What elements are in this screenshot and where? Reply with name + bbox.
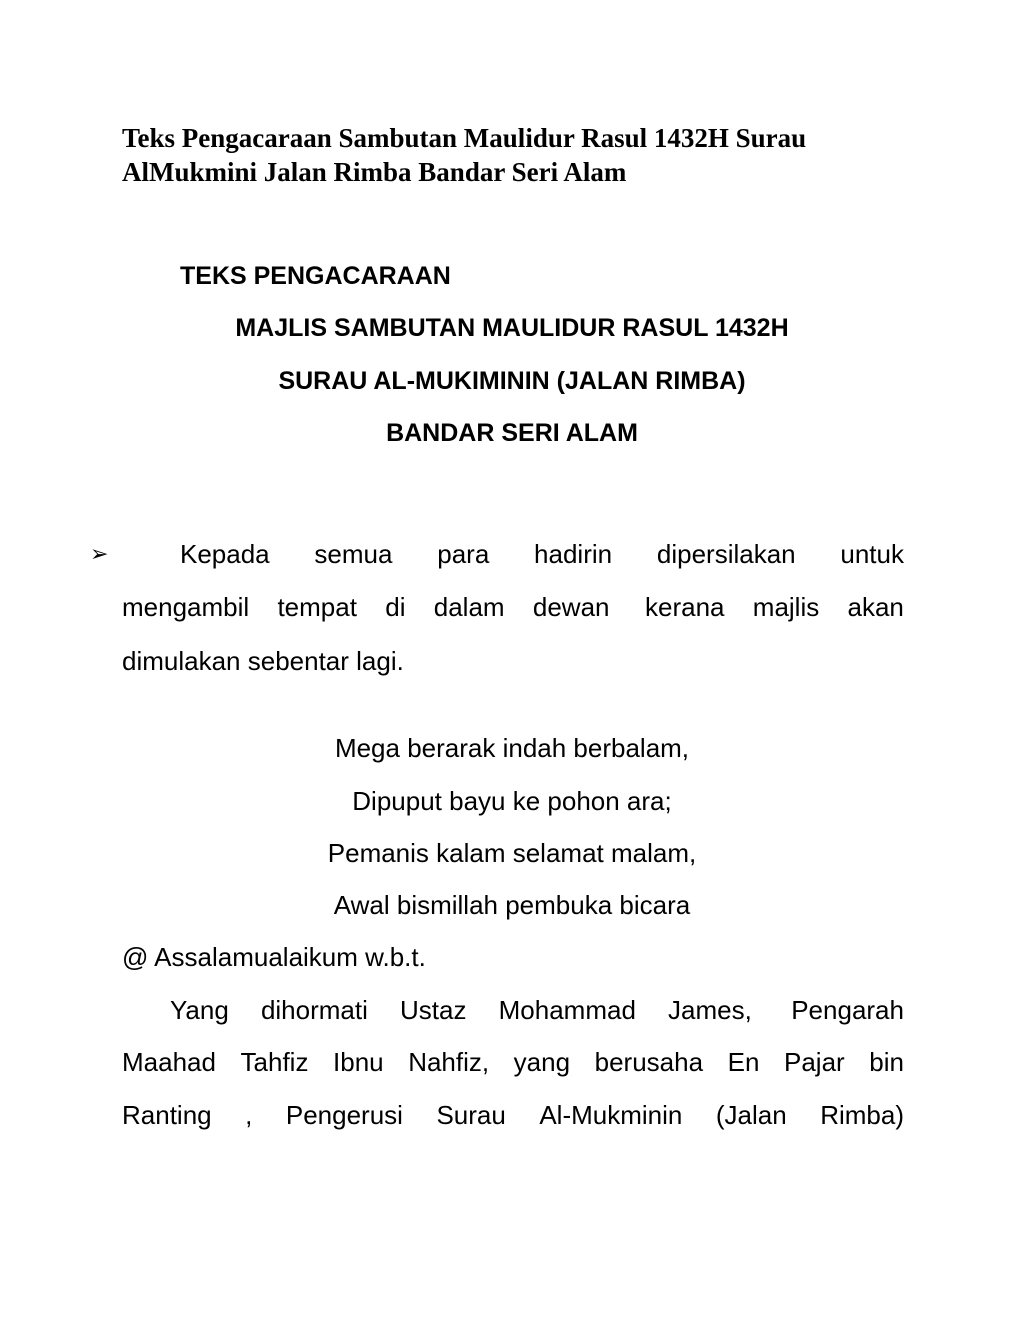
word: Ibnu bbox=[333, 1047, 384, 1077]
word: Mohammad bbox=[498, 995, 636, 1025]
document-title-line-2: AlMukmini Jalan Rimba Bandar Seri Alam bbox=[122, 157, 627, 187]
word: Maahad bbox=[122, 1047, 216, 1077]
word: dalam bbox=[433, 592, 505, 622]
word: dewan bbox=[532, 592, 617, 622]
word: Ranting bbox=[122, 1100, 212, 1130]
arrowhead-bullet-icon: ➢ bbox=[90, 542, 109, 567]
word: akan bbox=[847, 592, 904, 622]
word: Surau bbox=[436, 1100, 506, 1130]
justified-word-row bbox=[170, 995, 904, 1025]
paragraph-2-line-2 bbox=[122, 1047, 904, 1077]
pantun-line-1: Mega berarak indah berbalam, bbox=[334, 733, 690, 763]
justified-word-row bbox=[122, 592, 904, 622]
word: yang bbox=[513, 1047, 571, 1077]
justified-word-row bbox=[180, 539, 904, 569]
word: Pengerusi bbox=[285, 1100, 403, 1130]
word: tempat bbox=[277, 592, 357, 622]
word: Pengarah bbox=[791, 995, 904, 1025]
heading-surau: SURAU AL-MUKIMININ (JALAN RIMBA) bbox=[278, 367, 746, 395]
word: dipersilakan bbox=[656, 539, 796, 569]
word: , bbox=[245, 1100, 253, 1130]
word: para bbox=[437, 539, 490, 569]
pantun-line-4: Awal bismillah pembuka bicara bbox=[333, 890, 691, 920]
word: James, bbox=[668, 995, 760, 1025]
word: bin bbox=[869, 1047, 904, 1077]
paragraph-1-line-3: dimulakan sebentar lagi. bbox=[122, 646, 404, 676]
word: dihormati bbox=[260, 995, 368, 1025]
word: untuk bbox=[840, 539, 904, 569]
word: Nahfiz, bbox=[408, 1047, 490, 1077]
word: hadirin bbox=[534, 539, 613, 569]
word: Pajar bbox=[783, 1047, 845, 1077]
paragraph-1-line-2 bbox=[122, 592, 904, 622]
word: berusaha bbox=[594, 1047, 704, 1077]
salam-greeting: @ Assalamualaikum w.b.t. bbox=[122, 942, 426, 972]
heading-majlis-sambutan: MAJLIS SAMBUTAN MAULIDUR RASUL 1432H bbox=[235, 314, 789, 342]
paragraph-2-line-3 bbox=[122, 1100, 904, 1130]
paragraph-1-line-1 bbox=[180, 539, 904, 569]
word: (Jalan bbox=[715, 1100, 787, 1130]
justified-word-row bbox=[122, 1100, 904, 1130]
word: Al-Mukminin bbox=[539, 1100, 683, 1130]
document-title-line-1: Teks Pengacaraan Sambutan Maulidur Rasul 1432H Surau bbox=[122, 123, 807, 153]
word: Ustaz bbox=[400, 995, 467, 1025]
justified-word-row bbox=[122, 1047, 904, 1077]
heading-bandar-seri-alam: BANDAR SERI ALAM bbox=[386, 419, 638, 447]
word: mengambil bbox=[122, 592, 250, 622]
heading-teks-pengacaraan: TEKS PENGACARAAN bbox=[180, 262, 451, 290]
word: di bbox=[385, 592, 406, 622]
pantun-line-2: Dipuput bayu ke pohon ara; bbox=[352, 786, 672, 816]
word: semua bbox=[314, 539, 393, 569]
word: majlis bbox=[752, 592, 820, 622]
document-title bbox=[122, 121, 922, 189]
word: Tahfiz bbox=[240, 1047, 309, 1077]
pantun-line-3: Pemanis kalam selamat malam, bbox=[327, 838, 697, 868]
word: En bbox=[727, 1047, 760, 1077]
paragraph-2-line-1 bbox=[170, 995, 904, 1025]
word: Kepada bbox=[180, 539, 270, 569]
word: Yang bbox=[170, 995, 229, 1025]
word: Rimba) bbox=[820, 1100, 904, 1130]
word: kerana bbox=[645, 592, 725, 622]
